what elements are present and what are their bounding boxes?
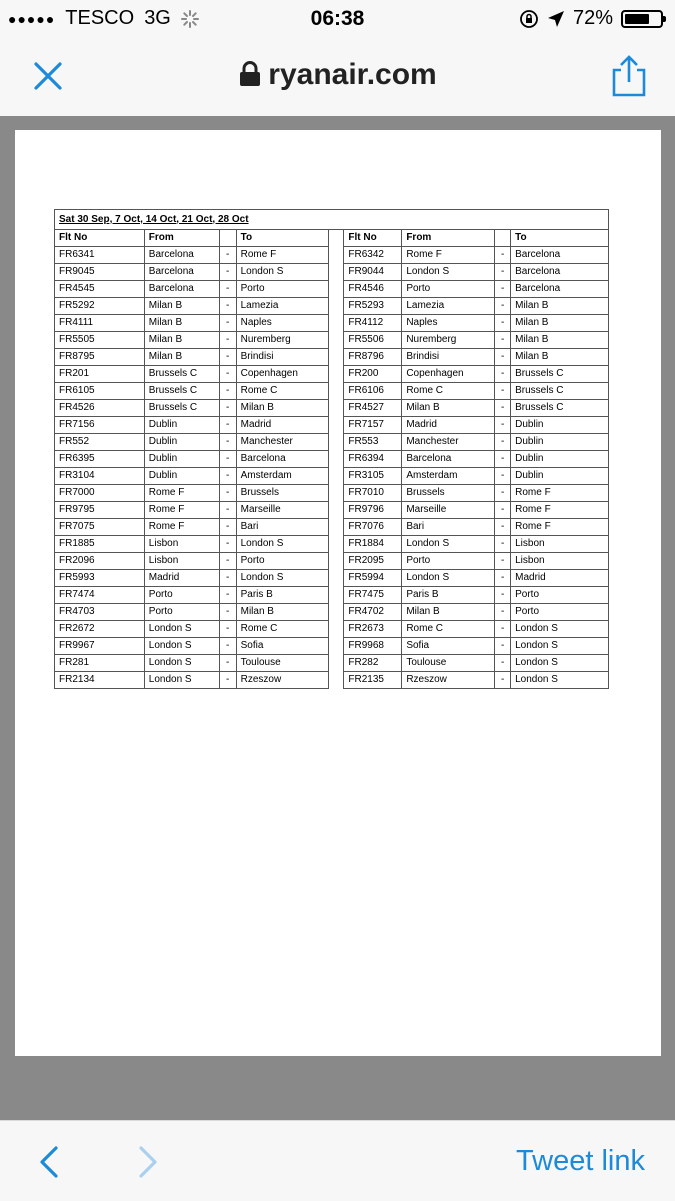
cell-from: Brussels C [144, 400, 219, 417]
url-display[interactable] [0, 58, 675, 92]
cell-flt-no-return: FR7076 [344, 519, 402, 536]
cell-flt-no: FR3104 [55, 468, 145, 485]
table-row [55, 451, 609, 468]
cell-dash: - [219, 553, 236, 570]
cell-dash-return: - [495, 434, 511, 451]
cell-to: Brindisi [236, 349, 329, 366]
cell-from: Porto [144, 604, 219, 621]
cell-to-return: Lisbon [511, 553, 609, 570]
cell-to-return: Barcelona [511, 281, 609, 298]
cell-to-return: Lisbon [511, 536, 609, 553]
column-gap [329, 570, 344, 587]
cell-flt-no-return: FR9968 [344, 638, 402, 655]
cell-dash-return: - [495, 281, 511, 298]
cell-flt-no: FR6395 [55, 451, 145, 468]
cell-flt-no: FR4545 [55, 281, 145, 298]
cell-to-return: Madrid [511, 570, 609, 587]
table-header-row [55, 230, 609, 247]
cell-from: London S [144, 655, 219, 672]
cell-dash: - [219, 604, 236, 621]
cell-flt-no-return: FR9044 [344, 264, 402, 281]
header-dash-return [495, 230, 511, 247]
cell-to: Rome C [236, 383, 329, 400]
cell-flt-no-return: FR1884 [344, 536, 402, 553]
cell-dash-return: - [495, 349, 511, 366]
cell-to-return: Milan B [511, 298, 609, 315]
cell-flt-no: FR552 [55, 434, 145, 451]
column-gap [329, 315, 344, 332]
cell-to-return: Barcelona [511, 264, 609, 281]
cell-dash: - [219, 519, 236, 536]
chevron-left-icon[interactable] [36, 1145, 62, 1179]
cell-flt-no-return: FR200 [344, 366, 402, 383]
cell-from: Brussels C [144, 366, 219, 383]
table-row [55, 570, 609, 587]
column-gap [329, 298, 344, 315]
cell-flt-no-return: FR4702 [344, 604, 402, 621]
cell-from-return: Rome F [402, 247, 495, 264]
cell-to: Lamezia [236, 298, 329, 315]
cell-from: Rome F [144, 502, 219, 519]
cell-flt-no: FR281 [55, 655, 145, 672]
cell-dash-return: - [495, 298, 511, 315]
cell-dash-return: - [495, 519, 511, 536]
cell-flt-no: FR4703 [55, 604, 145, 621]
column-gap [329, 536, 344, 553]
cell-flt-no-return: FR5994 [344, 570, 402, 587]
cell-from-return: Rome C [402, 383, 495, 400]
cell-from: Lisbon [144, 553, 219, 570]
cell-to-return: Milan B [511, 332, 609, 349]
cell-flt-no-return: FR4112 [344, 315, 402, 332]
cell-dash: - [219, 485, 236, 502]
table-row [55, 655, 609, 672]
cell-from-return: Nuremberg [402, 332, 495, 349]
location-arrow-icon [547, 10, 565, 28]
cell-to: Paris B [236, 587, 329, 604]
table-row [55, 672, 609, 689]
cell-from-return: London S [402, 536, 495, 553]
cell-dash-return: - [495, 468, 511, 485]
cell-to: Porto [236, 281, 329, 298]
cell-dash-return: - [495, 621, 511, 638]
cell-to: Marseille [236, 502, 329, 519]
column-gap [329, 400, 344, 417]
cell-dash-return: - [495, 366, 511, 383]
cell-from-return: Milan B [402, 400, 495, 417]
cell-dash-return: - [495, 570, 511, 587]
cell-to-return: Brussels C [511, 383, 609, 400]
cell-dash: - [219, 332, 236, 349]
cell-from: Rome F [144, 485, 219, 502]
cell-flt-no: FR4526 [55, 400, 145, 417]
cell-flt-no: FR9967 [55, 638, 145, 655]
cell-to-return: Rome F [511, 502, 609, 519]
schedule-title: Sat 30 Sep, 7 Oct, 14 Oct, 21 Oct, 28 Oct [55, 210, 609, 230]
cell-from: Rome F [144, 519, 219, 536]
header-flt-no-return: Flt No [344, 230, 402, 247]
battery-icon [621, 10, 663, 28]
status-bar [0, 0, 675, 38]
cell-from: Milan B [144, 349, 219, 366]
cell-from-return: Toulouse [402, 655, 495, 672]
cell-to: London S [236, 264, 329, 281]
cell-to-return: London S [511, 655, 609, 672]
column-gap [329, 587, 344, 604]
cell-dash: - [219, 434, 236, 451]
cell-from: Barcelona [144, 264, 219, 281]
cell-to-return: Brussels C [511, 400, 609, 417]
cell-from: Barcelona [144, 247, 219, 264]
cell-flt-no: FR8795 [55, 349, 145, 366]
table-row [55, 383, 609, 400]
cell-to-return: Milan B [511, 349, 609, 366]
table-row [55, 519, 609, 536]
column-gap [329, 349, 344, 366]
cell-from-return: Copenhagen [402, 366, 495, 383]
cell-to-return: Brussels C [511, 366, 609, 383]
cell-from-return: Naples [402, 315, 495, 332]
column-gap [329, 264, 344, 281]
battery-percent: 72% [572, 7, 613, 29]
cell-to: Rzeszow [236, 672, 329, 689]
cell-to: Madrid [236, 417, 329, 434]
column-gap [329, 672, 344, 689]
cell-flt-no: FR9795 [55, 502, 145, 519]
cell-from: Brussels C [144, 383, 219, 400]
cell-flt-no: FR6341 [55, 247, 145, 264]
cell-dash-return: - [495, 264, 511, 281]
status-time: 06:38 [310, 7, 365, 30]
cell-dash-return: - [495, 400, 511, 417]
cell-dash: - [219, 621, 236, 638]
cell-flt-no-return: FR7010 [344, 485, 402, 502]
cell-flt-no-return: FR7157 [344, 417, 402, 434]
header-to: To [236, 230, 329, 247]
cell-flt-no-return: FR553 [344, 434, 402, 451]
network-type: 3G [144, 7, 171, 29]
column-gap [329, 281, 344, 298]
table-row [55, 400, 609, 417]
cell-flt-no: FR7474 [55, 587, 145, 604]
table-row [55, 281, 609, 298]
cell-dash-return: - [495, 638, 511, 655]
cell-dash-return: - [495, 655, 511, 672]
table-row [55, 349, 609, 366]
cell-dash: - [219, 536, 236, 553]
cell-flt-no: FR5505 [55, 332, 145, 349]
cell-to: Naples [236, 315, 329, 332]
table-row [55, 417, 609, 434]
column-gap [329, 417, 344, 434]
cell-flt-no: FR5292 [55, 298, 145, 315]
column-gap [329, 519, 344, 536]
cell-from-return: Sofia [402, 638, 495, 655]
cell-flt-no-return: FR4527 [344, 400, 402, 417]
cell-dash-return: - [495, 587, 511, 604]
cell-to-return: Dublin [511, 434, 609, 451]
cell-dash-return: - [495, 315, 511, 332]
cell-to: Sofia [236, 638, 329, 655]
cell-to-return: London S [511, 672, 609, 689]
cell-flt-no-return: FR8796 [344, 349, 402, 366]
cell-flt-no: FR9045 [55, 264, 145, 281]
cell-flt-no-return: FR2135 [344, 672, 402, 689]
cell-from-return: Brindisi [402, 349, 495, 366]
cell-to-return: Barcelona [511, 247, 609, 264]
cell-from: London S [144, 621, 219, 638]
cell-flt-no-return: FR9796 [344, 502, 402, 519]
cell-flt-no-return: FR6106 [344, 383, 402, 400]
cell-flt-no-return: FR2095 [344, 553, 402, 570]
cell-to: Bari [236, 519, 329, 536]
cell-from-return: Manchester [402, 434, 495, 451]
column-gap [329, 604, 344, 621]
table-title-row [55, 210, 609, 230]
cell-dash: - [219, 383, 236, 400]
cell-dash: - [219, 417, 236, 434]
share-icon[interactable] [609, 54, 649, 98]
cell-to: Toulouse [236, 655, 329, 672]
table-row [55, 587, 609, 604]
cell-flt-no: FR7000 [55, 485, 145, 502]
column-gap [329, 621, 344, 638]
cell-dash-return: - [495, 451, 511, 468]
cell-flt-no: FR5993 [55, 570, 145, 587]
cell-dash-return: - [495, 247, 511, 264]
cell-to: Porto [236, 553, 329, 570]
cell-dash: - [219, 349, 236, 366]
cell-from: London S [144, 638, 219, 655]
cell-to-return: Porto [511, 587, 609, 604]
cell-from-return: Amsterdam [402, 468, 495, 485]
carrier-name: TESCO [65, 7, 135, 29]
bottom-toolbar [0, 1120, 675, 1201]
cell-from-return: Brussels [402, 485, 495, 502]
cell-to-return: London S [511, 638, 609, 655]
cell-flt-no-return: FR5506 [344, 332, 402, 349]
table-row [55, 366, 609, 383]
cell-dash: - [219, 366, 236, 383]
cell-to: Copenhagen [236, 366, 329, 383]
cell-flt-no-return: FR282 [344, 655, 402, 672]
cell-from-return: London S [402, 264, 495, 281]
document-page [15, 130, 661, 1056]
cell-from: Porto [144, 587, 219, 604]
cell-from: Dublin [144, 434, 219, 451]
cell-dash: - [219, 400, 236, 417]
cell-from: Dublin [144, 451, 219, 468]
table-row [55, 315, 609, 332]
cell-dash: - [219, 672, 236, 689]
cell-dash: - [219, 655, 236, 672]
cell-from-return: Marseille [402, 502, 495, 519]
cell-dash: - [219, 587, 236, 604]
cell-to: Rome F [236, 247, 329, 264]
cell-flt-no: FR4111 [55, 315, 145, 332]
column-gap [329, 247, 344, 264]
cell-dash: - [219, 502, 236, 519]
cell-dash-return: - [495, 672, 511, 689]
cell-flt-no: FR1885 [55, 536, 145, 553]
cell-to: Manchester [236, 434, 329, 451]
table-row [55, 247, 609, 264]
cell-dash: - [219, 315, 236, 332]
cell-from-return: London S [402, 570, 495, 587]
cell-from-return: Bari [402, 519, 495, 536]
table-row [55, 485, 609, 502]
cell-to: Rome C [236, 621, 329, 638]
column-gap [329, 434, 344, 451]
status-right [519, 7, 663, 30]
cell-dash: - [219, 468, 236, 485]
cell-from: Dublin [144, 468, 219, 485]
cell-dash: - [219, 638, 236, 655]
cell-to-return: Rome F [511, 519, 609, 536]
column-gap [329, 332, 344, 349]
tweet-link-button[interactable]: Tweet link [516, 1145, 645, 1177]
table-row [55, 604, 609, 621]
header-flt-no: Flt No [55, 230, 145, 247]
cell-flt-no-return: FR6342 [344, 247, 402, 264]
table-row [55, 468, 609, 485]
cell-to-return: Rome F [511, 485, 609, 502]
cell-flt-no-return: FR4546 [344, 281, 402, 298]
cell-to: Barcelona [236, 451, 329, 468]
cell-dash-return: - [495, 502, 511, 519]
rotation-lock-icon [519, 9, 539, 29]
cell-flt-no-return: FR7475 [344, 587, 402, 604]
cell-dash: - [219, 264, 236, 281]
cell-flt-no: FR2096 [55, 553, 145, 570]
document-viewer[interactable] [0, 116, 675, 1120]
flight-schedule-table [54, 209, 609, 689]
cell-to-return: Milan B [511, 315, 609, 332]
cell-to: Nuremberg [236, 332, 329, 349]
column-gap [329, 383, 344, 400]
column-gap [329, 553, 344, 570]
cell-dash-return: - [495, 485, 511, 502]
cell-from: Milan B [144, 315, 219, 332]
browser-nav-bar [0, 38, 675, 114]
column-gap [329, 230, 344, 247]
battery-fill [625, 14, 649, 24]
cell-flt-no: FR7156 [55, 417, 145, 434]
cell-to-return: Dublin [511, 451, 609, 468]
column-gap [329, 468, 344, 485]
cell-from-return: Porto [402, 281, 495, 298]
table-row [55, 638, 609, 655]
cell-dash: - [219, 298, 236, 315]
cell-from-return: Lamezia [402, 298, 495, 315]
cell-dash: - [219, 451, 236, 468]
cell-dash-return: - [495, 536, 511, 553]
cell-flt-no: FR2672 [55, 621, 145, 638]
cell-from-return: Barcelona [402, 451, 495, 468]
cell-to: London S [236, 536, 329, 553]
table-row [55, 536, 609, 553]
cell-from-return: Porto [402, 553, 495, 570]
cell-from: Milan B [144, 332, 219, 349]
cell-dash: - [219, 281, 236, 298]
cell-to: Milan B [236, 400, 329, 417]
cell-flt-no-return: FR5293 [344, 298, 402, 315]
cell-from-return: Madrid [402, 417, 495, 434]
cell-dash-return: - [495, 417, 511, 434]
header-to-return: To [511, 230, 609, 247]
cell-from: Barcelona [144, 281, 219, 298]
column-gap [329, 502, 344, 519]
cell-from-return: Paris B [402, 587, 495, 604]
cell-from-return: Rome C [402, 621, 495, 638]
column-gap [329, 638, 344, 655]
cell-to: Amsterdam [236, 468, 329, 485]
cell-to: London S [236, 570, 329, 587]
cell-from-return: Milan B [402, 604, 495, 621]
cell-to: Milan B [236, 604, 329, 621]
cell-dash-return: - [495, 332, 511, 349]
table-row [55, 264, 609, 281]
table-row [55, 332, 609, 349]
cell-flt-no-return: FR6394 [344, 451, 402, 468]
header-from-return: From [402, 230, 495, 247]
signal-strength-icon: ●●●●● [8, 10, 56, 27]
cell-to-return: Dublin [511, 468, 609, 485]
table-row [55, 434, 609, 451]
column-gap [329, 366, 344, 383]
cell-from: London S [144, 672, 219, 689]
cell-flt-no: FR6105 [55, 383, 145, 400]
cell-from-return: Rzeszow [402, 672, 495, 689]
cell-from: Lisbon [144, 536, 219, 553]
table-row [55, 298, 609, 315]
column-gap [329, 485, 344, 502]
table-row [55, 553, 609, 570]
cell-flt-no: FR7075 [55, 519, 145, 536]
lock-icon [238, 61, 262, 87]
cell-flt-no: FR201 [55, 366, 145, 383]
url-text: ryanair.com [268, 58, 437, 91]
cell-dash-return: - [495, 604, 511, 621]
cell-dash: - [219, 570, 236, 587]
cell-to-return: Porto [511, 604, 609, 621]
table-row [55, 502, 609, 519]
cell-flt-no-return: FR2673 [344, 621, 402, 638]
chevron-right-icon[interactable] [135, 1145, 161, 1179]
cell-dash: - [219, 247, 236, 264]
cell-from: Dublin [144, 417, 219, 434]
header-dash [219, 230, 236, 247]
column-gap [329, 655, 344, 672]
cell-dash-return: - [495, 383, 511, 400]
cell-dash-return: - [495, 553, 511, 570]
cell-to: Brussels [236, 485, 329, 502]
table-row [55, 621, 609, 638]
cell-from: Milan B [144, 298, 219, 315]
cell-to-return: Dublin [511, 417, 609, 434]
cell-to-return: London S [511, 621, 609, 638]
cell-flt-no-return: FR3105 [344, 468, 402, 485]
header-from: From [144, 230, 219, 247]
column-gap [329, 451, 344, 468]
cell-flt-no: FR2134 [55, 672, 145, 689]
cell-from: Madrid [144, 570, 219, 587]
